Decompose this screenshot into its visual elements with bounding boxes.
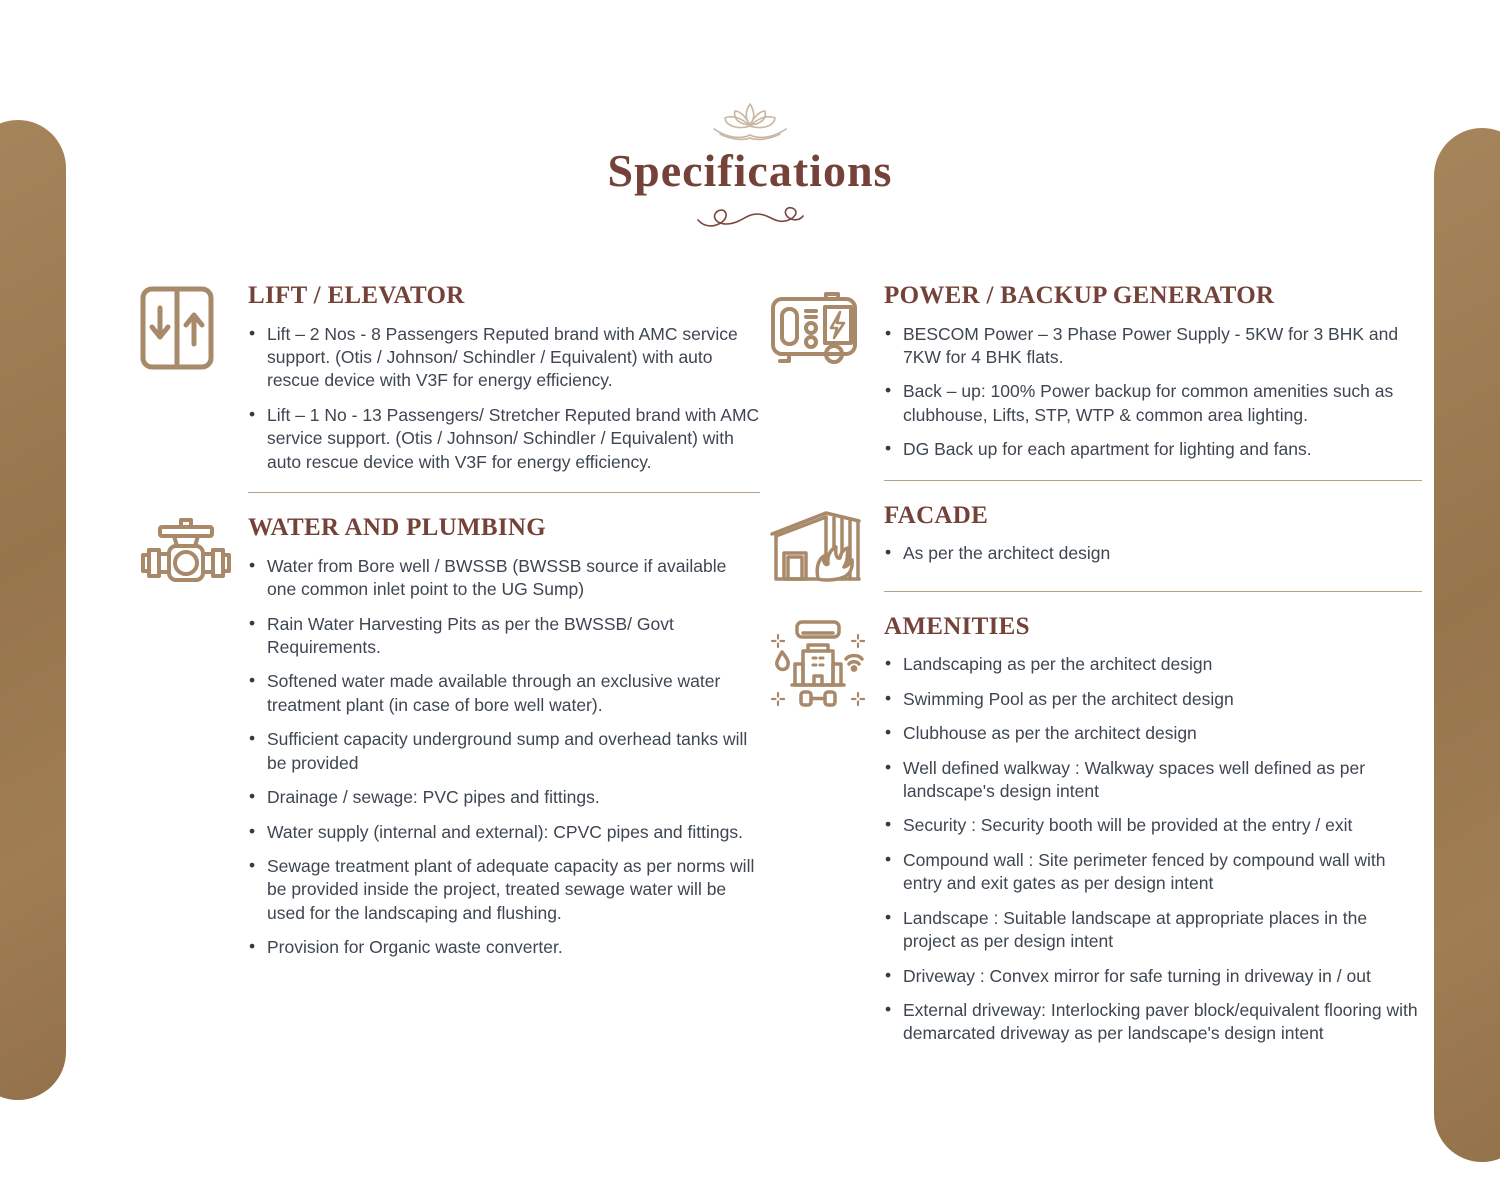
bullet-item: • Sewage treatment plant of adequate capacity as per norms will be provided inside the project, treated sewage water will be used for the landscaping and flushing. <box>248 855 760 925</box>
bullet-item: • As per the architect design <box>884 542 1422 565</box>
section-title: FACADE <box>884 501 989 529</box>
section-divider <box>248 492 760 493</box>
section-power-backup <box>770 282 1422 473</box>
bullet-item: • Lift – 2 Nos - 8 Passengers Reputed brand with AMC service support. (Otis / Johnson/ Schindler / Equivalent) with auto rescue device with V3F for energy efficiency. <box>248 323 760 393</box>
generator-icon <box>770 282 884 366</box>
bullet-item: • Landscaping as per the architect design <box>884 653 1422 676</box>
bullet-item: • Provision for Organic waste converter. <box>248 936 760 959</box>
bullet-item: • Well defined walkway : Walkway spaces well defined as per landscape's design intent <box>884 757 1422 804</box>
bullet-item: • Rain Water Harvesting Pits as per the BWSSB/ Govt Requirements. <box>248 613 760 660</box>
water-valve-icon <box>140 514 248 596</box>
section-amenities <box>770 613 1422 1057</box>
bullet-list <box>248 323 760 475</box>
left-decorative-panel <box>0 120 66 1100</box>
left-column <box>140 282 760 971</box>
section-divider <box>884 480 1422 481</box>
bullet-item: • Clubhouse as per the architect design <box>884 722 1422 745</box>
bullet-list <box>884 653 1422 1046</box>
section-lift-elevator <box>140 282 760 485</box>
bullet-item: • Lift – 1 No - 13 Passengers/ Stretcher Reputed brand with AMC service support. (Otis / Johnson/ Schindler / Equivalent) with auto rescue device with V3F for energy efficiency. <box>248 404 760 474</box>
bullet-item: • DG Back up for each apartment for lighting and fans. <box>884 438 1422 461</box>
section-title: POWER / BACKUP GENERATOR <box>884 282 1275 309</box>
bullet-item: • Back – up: 100% Power backup for common amenities such as clubhouse, Lifts, STP, WTP & common area lighting. <box>884 380 1422 427</box>
lotus-icon <box>712 100 788 144</box>
right-decorative-panel <box>1434 128 1500 1162</box>
bullet-item: • Water from Bore well / BWSSB (BWSSB source if available one common inlet point to the UG Sump) <box>248 555 760 602</box>
amenities-icon <box>770 613 884 711</box>
flourish-icon <box>694 203 806 233</box>
bullet-item: • Drainage / sewage: PVC pipes and fittings. <box>248 786 760 809</box>
section-divider <box>884 591 1422 592</box>
bullet-list <box>884 323 1422 462</box>
section-facade <box>770 502 1422 584</box>
bullet-item: • BESCOM Power – 3 Phase Power Supply - 5KW for 3 BHK and 7KW for 4 BHK flats. <box>884 323 1422 370</box>
right-column <box>770 282 1422 1057</box>
section-water-plumbing <box>140 514 760 971</box>
bullet-item: • Security : Security booth will be provided at the entry / exit <box>884 814 1422 837</box>
facade-icon <box>770 502 884 584</box>
bullet-item: • Landscape : Suitable landscape at appropriate places in the project as per design intent <box>884 907 1422 954</box>
bullet-item: • Water supply (internal and external): CPVC pipes and fittings. <box>248 821 760 844</box>
bullet-item: • Softened water made available through an exclusive water treatment plant (in case of bore well water). <box>248 670 760 717</box>
page-title: Specifications <box>607 145 893 196</box>
bullet-item: • External driveway: Interlocking paver block/equivalent flooring with demarcated driveway as per landscape's design intent <box>884 999 1422 1046</box>
section-title: AMENITIES <box>884 612 1030 640</box>
page-header <box>0 100 1500 233</box>
section-title: WATER AND PLUMBING <box>248 514 547 542</box>
section-title: LIFT / ELEVATOR <box>248 282 465 309</box>
bullet-item: • Compound wall : Site perimeter fenced by compound wall with entry and exit gates as per design intent <box>884 849 1422 896</box>
bullet-list <box>884 542 1422 565</box>
bullet-item: • Driveway : Convex mirror for safe turning in driveway in / out <box>884 965 1422 988</box>
bullet-item: • Swimming Pool as per the architect design <box>884 688 1422 711</box>
elevator-icon <box>140 282 248 370</box>
bullet-list <box>248 555 760 960</box>
bullet-item: • Sufficient capacity underground sump and overhead tanks will be provided <box>248 728 760 775</box>
